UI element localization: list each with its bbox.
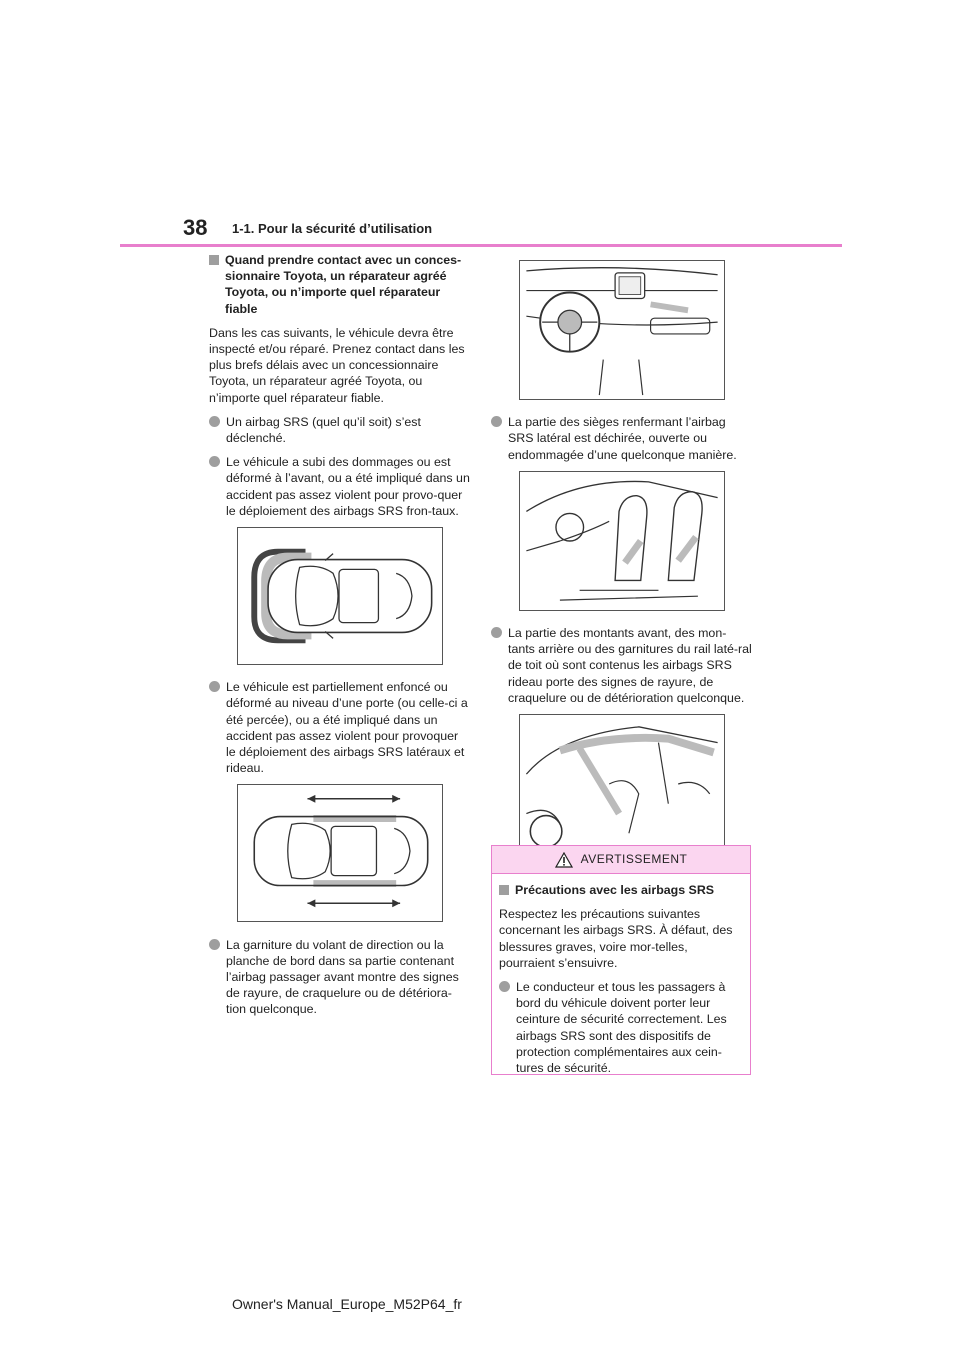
warning-heading-text: Précautions avec les airbags SRS [515, 883, 715, 897]
list-item [491, 625, 753, 706]
bullet-dot-icon [209, 939, 220, 950]
warning-triangle-icon [555, 852, 573, 868]
bullet-dot-icon [499, 981, 510, 992]
list-item [499, 979, 743, 1076]
bullet-dot-icon [209, 681, 220, 692]
contact-heading-text: Quand prendre contact avec un conces-sionnaire Toyota, un réparateur agréé Toyota, ou n’importe quel réparateur fiable [225, 253, 462, 316]
bullet-dot-icon [491, 416, 502, 427]
list-item-text: La partie des sièges renfermant l’airbag SRS latéral est déchirée, ouverte ou endommagée d’une quelconque manière. [508, 415, 737, 462]
bullet-dot-icon [209, 456, 220, 467]
footer-title: Owner's Manual_Europe_M52P64_fr [232, 1296, 462, 1312]
list-item-text: Le conducteur et tous les passagers à bord du véhicule doivent porter leur ceinture de sécurité correctement. Les airbags SRS sont des dispositifs de protection complémentaires aux cein-tures de sécurité. [516, 980, 727, 1076]
list-item [209, 414, 471, 446]
header-rule [120, 244, 842, 247]
contact-intro: Dans les cas suivants, le véhicule devra être inspecté et/ou réparé. Prenez contact dans les plus brefs délais avec un concessionnaire Toyota, un réparateur agréé Toyota, ou n’importe quel réparateur fiable. [209, 325, 465, 405]
list-item [209, 679, 471, 776]
list-item [209, 454, 471, 519]
list-item-text: Le véhicule a subi des dommages ou est déformé à l’avant, ou a été impliqué dans un accident pas assez violent pour provo-quer le déploiement des airbags SRS fron-taux. [226, 455, 470, 518]
square-bullet-icon [499, 885, 509, 895]
front-impact-car-illustration [237, 527, 443, 665]
section-title: 1-1. Pour la sécurité d’utilisation [232, 221, 433, 236]
curtain-airbag-illustration [519, 714, 725, 854]
bullet-dot-icon [209, 416, 220, 427]
warning-intro: Respectez les précautions suivantes concernant les airbags SRS. À défaut, des blessures graves, voire mor-telles, pourraient s’ensuivre. [499, 907, 733, 970]
contact-heading [209, 252, 471, 317]
side-impact-car-illustration [237, 784, 443, 922]
list-item-text: Un airbag SRS (quel qu’il soit) s’est déclenché. [226, 414, 421, 446]
left-column [209, 252, 471, 1026]
bullet-dot-icon [491, 627, 502, 638]
page-number: 38 [183, 215, 208, 240]
right-column [491, 252, 753, 868]
list-item-text: La garniture du volant de direction ou la planche de bord dans sa partie contenant l’airbag passager avant montre des signes de rayure, de craquelure ou de détériora-tion quelconque. [226, 937, 459, 1017]
square-bullet-icon [209, 255, 219, 265]
warning-title: AVERTISSEMENT [580, 852, 688, 867]
warning-body [492, 874, 750, 1076]
warning-box [491, 845, 751, 1075]
dashboard-illustration [519, 260, 725, 400]
list-item-text: La partie des montants avant, des mon-tants arrière ou des garnitures du rail laté-ral de toit où sont contenus les airbags SRS rideau porte des signes de rayure, de craquelure ou de détérioration quelconque. [508, 626, 752, 705]
list-item [491, 414, 753, 463]
list-item [209, 937, 471, 1018]
seat-airbag-illustration [519, 471, 725, 611]
list-item-text: Le véhicule est partiellement enfoncé ou déformé au niveau d’une porte (ou celle-ci a été percée), ou a été impliqué dans un accident pas assez violent pour provoquer le déploiement des airbags SRS latéraux et rideau. [226, 680, 468, 776]
warning-header [492, 846, 750, 874]
warning-heading [499, 882, 743, 898]
